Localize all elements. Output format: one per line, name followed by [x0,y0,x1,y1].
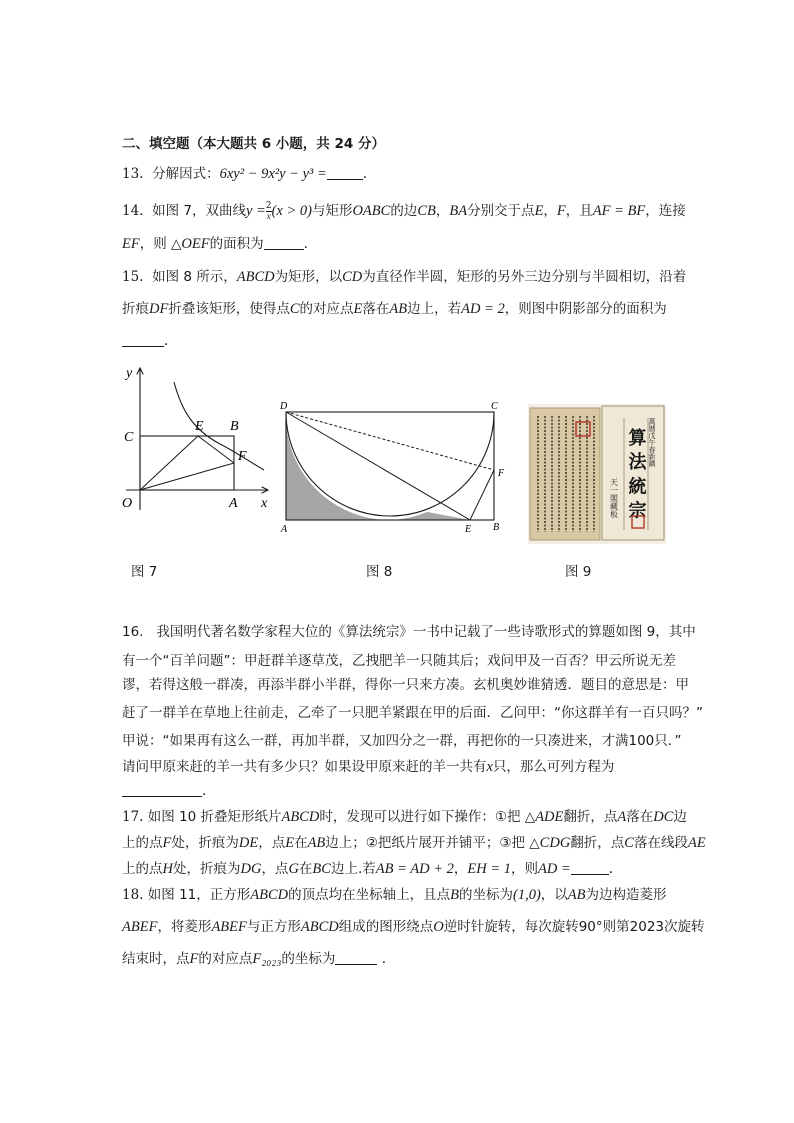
question-16-line-3: 谬，若得这般一群凑，再添半群小半群，得你一只来方凑。玄机奥妙谁猜透．题目的意思是：甲 [122,677,689,693]
answer-blank[interactable] [264,237,304,250]
fold-line-df [286,412,494,470]
cover-top-text: 萬曆戊午春新鐫 [648,418,656,467]
answer-blank[interactable] [571,862,609,875]
cover-title: 算 法 統 宗 [625,428,647,519]
segment-ef [198,436,234,463]
label-o: O [122,496,133,511]
question-number: 17. [122,809,144,825]
cover-side-text: 天一閣藏板 [609,478,619,518]
answer-blank[interactable] [327,167,363,180]
question-16-line-4: 赶了一群羊在草地上往前走，乙牵了一只肥羊紧跟在甲的后面．乙问甲：“你这群羊有一百只吗？” [122,705,703,721]
question-number: 18. [122,887,144,903]
answer-blank[interactable] [122,334,164,347]
section-title: 二、填空题（本大题共 6 小题，共 24 分） [122,136,385,152]
question-17-line-1: 17. 如图 10 折叠矩形纸片ABCD时，发现可以进行如下操作：①把 △ADE翻折，点A落在DC边 [122,809,687,825]
question-15-line-2: 折痕DF折叠该矩形，使得点C的对应点E落在AB边上，若AD = 2，则图中阴影部分的面积为 [122,301,667,317]
figure-9-caption: 图 9 [565,564,592,580]
figure-8 [278,398,514,538]
question-number: 15. [122,269,144,285]
figure-9-book-photo [528,404,666,544]
label-c: C [124,430,134,445]
question-number: 13. [122,166,144,182]
label-e: E [195,419,204,434]
label-c: C [491,401,498,412]
label-e: E [465,524,472,535]
question-18-line-1: 18. 如图 11，正方形ABCD的顶点均在坐标轴上，且点B的坐标为(1,0)，以AB为边构造菱形 [122,887,667,903]
label-a: A [229,496,238,511]
question-16-line-6: 请问甲原来赶的羊一共有多少只？如果设甲原来赶的羊一共有x只，那么可列方程为 [122,759,615,775]
question-15-line-1: 15. 如图 8 所示，ABCD为矩形，以CD为直径作半圆，矩形的另外三边分别与半圆相切，沿着 [122,269,687,285]
figure-8-caption: 图 8 [366,564,393,580]
question-16-line-1: 16. 我国明代著名数学家程大位的《算法统宗》一书中记载了一些诗歌形式的算题如图 9，其中 [122,624,696,640]
question-14-line-2: EF，则 △OEF的面积为 . [122,236,308,252]
question-16-line-2: 有一个“百羊问题”：甲赶群羊逐草茂，乙拽肥羊一只随其后；戏问甲及一百否？甲云所说无差 [122,653,676,669]
label-b: B [230,419,239,434]
label-a: A [281,524,288,535]
fraction: $\frac{2}{x}$ [265,201,272,221]
figure-7 [112,362,274,512]
label-y: y [126,366,133,381]
question-number: 14. [122,203,144,219]
question-14-line-1: 14. 如图 7，双曲线y = $\frac{2}{x}$ (x > 0)与矩形OABC的边CB，BA分别交于点E，F，且AF = BF，连接 [122,201,686,221]
question-16-line-5: 甲说：“如果再有这么一群，再加半群，又加四分之一群，再把你的一只凑进来，才满100只．” [122,733,682,749]
question-number: 16. [122,624,144,640]
hyperbola [174,382,264,470]
label-b: B [493,522,500,533]
question-18-line-3: 结束时，点F的对应点F₂₀₂₃的坐标为 . [122,951,386,967]
answer-blank[interactable] [335,952,377,965]
question-15-line-3: . [122,332,168,350]
label-f: F [498,468,505,479]
question-17-line-2: 上的点F处，折痕为DE，点E在AB边上；②把纸片展开并铺平；③把 △CDG翻折，点C落在线段AE [122,835,706,851]
question-18-line-2: ABEF，将菱形ABEF与正方形ABCD组成的图形绕点O逆时针旋转，每次旋转90°则第2023次旋转 [122,919,705,935]
label-x: x [261,496,268,511]
question-13: 13. 分解因式：6xy² − 9x²y − y³ = . [122,166,368,182]
question-17-line-3: 上的点H处，折痕为DG，点G在BC边上.若AB = AD + 2，EH = 1，则AD = . [122,861,614,877]
figure-7-caption: 图 7 [131,564,158,580]
question-16-line-7: . [122,782,206,800]
answer-blank[interactable] [122,784,202,797]
label-d: D [280,401,288,412]
segment-ef [470,470,494,520]
label-f: F [238,449,247,464]
